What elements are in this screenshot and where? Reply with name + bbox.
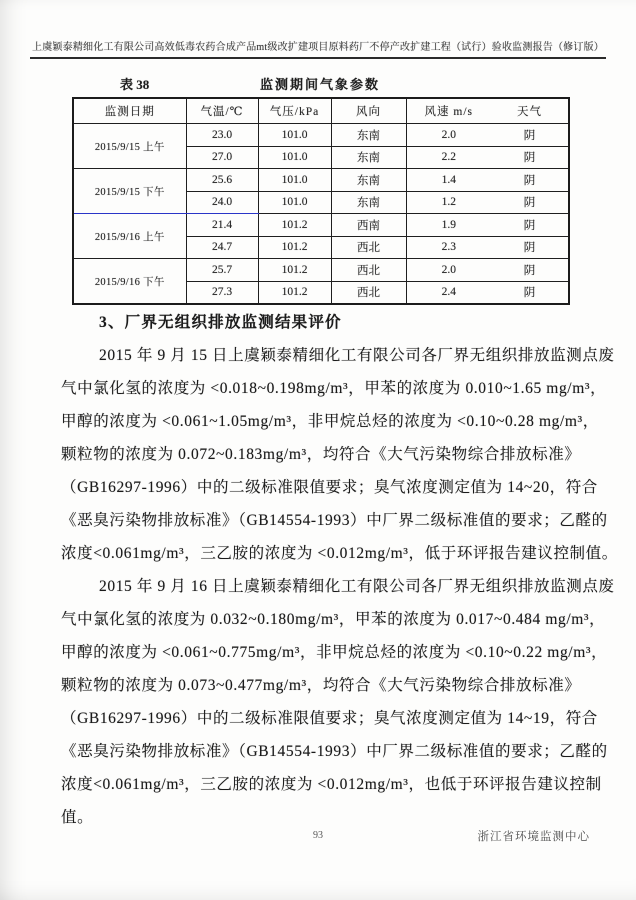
cell-pressure: 101.0	[258, 124, 331, 147]
cell-wind-direction: 西北	[331, 281, 406, 304]
cell-wind-direction: 东南	[331, 191, 406, 214]
paragraph1-line: 《恶臭污染物排放标准》（GB14554-1993）中厂界二级标准值的要求；乙醛的	[61, 512, 608, 529]
table-number-label: 表 38	[120, 77, 150, 92]
table-caption	[72, 74, 568, 94]
cell-wind-direction: 东南	[331, 169, 406, 192]
body-text	[61, 306, 618, 834]
table-header-row	[73, 98, 569, 124]
paragraph1-line: 浓度<0.061mg/m³，三乙胺的浓度为 <0.012mg/m³，低于环评报告建议控制值。	[61, 545, 618, 562]
cell-date: 2015/9/15 上午	[73, 124, 186, 169]
cell-wind-speed: 2.2	[406, 146, 491, 169]
col-header-wind-speed: 风速 m/s	[406, 98, 491, 124]
table-row	[73, 259, 569, 282]
paragraph2-line: 值。	[61, 809, 94, 826]
col-header-temperature: 气温/℃	[186, 98, 258, 124]
paragraph2-line: （GB16297-1996）中的二级标准限值要求；臭气浓度测定值为 14~19，符合	[61, 710, 598, 727]
cell-wind-direction: 西北	[331, 259, 406, 282]
cell-weather: 阴	[491, 236, 569, 259]
paragraph1-line: 甲醇的浓度为 <0.061~1.05mg/m³，非甲烷总烃的浓度为 <0.10~0.28 mg/m³，	[61, 413, 599, 430]
cell-wind-direction: 东南	[331, 146, 406, 169]
cell-wind-speed: 2.0	[406, 124, 491, 147]
paragraph2-line: 甲醇的浓度为 <0.061~0.775mg/m³，非甲烷总烃的浓度为 <0.10~0.22 mg/m³，	[61, 644, 608, 661]
cell-temperature: 27.0	[186, 146, 258, 169]
cell-wind-speed: 2.3	[406, 236, 491, 259]
table-row	[73, 214, 569, 237]
cell-pressure: 101.0	[258, 169, 331, 192]
cell-temperature: 25.6	[186, 169, 258, 192]
paragraph2-line: 《恶臭污染物排放标准》（GB14554-1993）中厂界二级标准值的要求；乙醛的	[61, 743, 608, 760]
table-row	[73, 169, 569, 192]
cell-wind-speed: 1.4	[406, 169, 491, 192]
cell-wind-direction: 西北	[331, 236, 406, 259]
col-header-date: 监测日期	[73, 98, 186, 124]
document-header-title: 上虞颖泰精细化工有限公司高效低毒农药合成产品mt级改扩建项目原料药厂不停产改扩建工程（试行）验收监测报告（修订版）	[30, 38, 606, 59]
cell-wind-direction: 东南	[331, 124, 406, 147]
paragraph1-line: 颗粒物的浓度为 0.072~0.183mg/m³，均符合《大气污染物综合排放标准》	[61, 446, 581, 463]
cell-pressure: 101.2	[258, 259, 331, 282]
paragraph2-line: 颗粒物的浓度为 0.073~0.477mg/m³，均符合《大气污染物综合排放标准》	[61, 677, 581, 694]
table-row	[73, 124, 569, 147]
cell-pressure: 101.2	[258, 236, 331, 259]
page-number: 93	[313, 830, 323, 841]
cell-temperature: 23.0	[186, 124, 258, 147]
cell-weather: 阴	[491, 124, 569, 147]
cell-date: 2015/9/15 下午	[73, 169, 186, 214]
cell-temperature: 27.3	[186, 281, 258, 304]
paragraph1-line: 气中氯化氢的浓度为 <0.018~0.198mg/m³，甲苯的浓度为 0.010~1.65 mg/m³，	[61, 380, 607, 397]
section-heading: 3、厂界无组织排放监测结果评价	[99, 314, 342, 331]
cell-pressure: 101.2	[258, 281, 331, 304]
cell-pressure: 101.0	[258, 191, 331, 214]
cell-wind-speed: 1.2	[406, 191, 491, 214]
cell-pressure: 101.0	[258, 146, 331, 169]
col-header-pressure: 气压/kPa	[258, 98, 331, 124]
paragraph1-line: （GB16297-1996）中的二级标准限值要求；臭气浓度测定值为 14~20，符合	[61, 479, 598, 496]
cell-pressure: 101.2	[258, 214, 331, 237]
col-header-weather: 天气	[491, 98, 569, 124]
footer-organization: 浙江省环境监测中心	[477, 831, 590, 843]
cell-temperature: 25.7	[186, 259, 258, 282]
cell-date: 2015/9/16 上午	[73, 214, 186, 259]
cell-weather: 阴	[491, 191, 569, 214]
cell-temperature: 24.7	[186, 236, 258, 259]
cell-weather: 阴	[491, 146, 569, 169]
paragraph2-line: 浓度<0.061mg/m³，三乙胺的浓度为 <0.012mg/m³，也低于环评报告建议控制	[61, 776, 602, 793]
cell-wind-speed: 2.0	[406, 259, 491, 282]
cell-weather: 阴	[491, 281, 569, 304]
cell-wind-direction: 西南	[331, 214, 406, 237]
cell-weather: 阴	[491, 259, 569, 282]
cell-weather: 阴	[491, 214, 569, 237]
cell-wind-speed: 1.9	[406, 214, 491, 237]
cell-temperature: 24.0	[186, 191, 258, 214]
cell-wind-speed: 2.4	[406, 281, 491, 304]
paragraph1-line: 2015 年 9 月 15 日上虞颖泰精细化工有限公司各厂界无组织排放监测点废	[99, 347, 615, 364]
cell-date: 2015/9/16 下午	[73, 259, 186, 305]
col-header-wind-direction: 风向	[331, 98, 406, 124]
paragraph2-line: 2015 年 9 月 16 日上虞颖泰精细化工有限公司各厂界无组织排放监测点废	[99, 578, 615, 595]
table-title: 监测期间气象参数	[259, 77, 380, 92]
cell-weather: 阴	[491, 169, 569, 192]
weather-parameters-table	[72, 97, 570, 305]
paragraph2-line: 气中氯化氢的浓度为 0.032~0.180mg/m³，甲苯的浓度为 0.017~0.484 mg/m³，	[61, 611, 606, 628]
cell-temperature: 21.4	[186, 214, 258, 237]
